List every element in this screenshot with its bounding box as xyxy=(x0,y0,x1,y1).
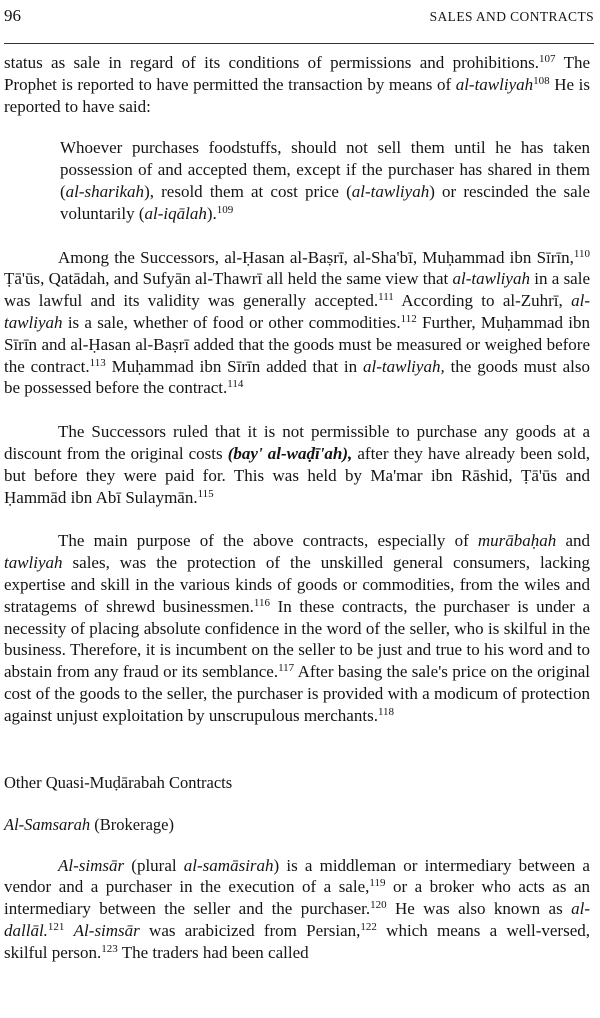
text: after they have already been sold, but before they were paid for. This was held by Ma'mar ibn Rāshid, Ṭā'ūs and Ḥammād ibn Abī Sulaymān. xyxy=(4,443,591,507)
text: and xyxy=(556,531,590,551)
footnote-ref: 121 xyxy=(47,920,65,933)
text: The Prophet is reported to have permitted the transaction by means of xyxy=(4,53,591,94)
italic-term: al-tawliyah xyxy=(351,181,430,201)
text: which means a well-versed, skilful person. xyxy=(4,920,590,962)
text: (Brokerage) xyxy=(90,814,175,834)
text: (plural xyxy=(124,855,184,875)
text: After basing the sale's price on the original cost of the goods to the seller, the purchaser is provided with a modicum of protection against unjust exploitation by unscrupulous merchants. xyxy=(4,662,591,725)
running-head: SALES AND CONTRACTS xyxy=(429,9,594,24)
italic-term: al-dallāl. xyxy=(4,899,590,940)
text: was arabicized from Persian, xyxy=(139,920,361,940)
page-body xyxy=(4,52,590,964)
italic-term: Al-simsār xyxy=(73,920,140,940)
italic-term: al-iqālah xyxy=(144,203,207,223)
italic-term: Al-simsār xyxy=(58,855,125,875)
text: ) or rescinded the sale voluntarily ( xyxy=(60,181,590,223)
paragraph-continuation xyxy=(4,52,590,117)
page-number: 96 xyxy=(4,6,21,25)
bold-italic-term: (bay' al-waḍī'ah), xyxy=(227,443,353,463)
footnote-ref: 116 xyxy=(253,596,271,609)
text: According to al-Zuhrī, xyxy=(393,291,572,311)
text: ). xyxy=(206,203,217,223)
footnote-ref: 108 xyxy=(533,74,550,87)
text: ), resold them at cost price ( xyxy=(144,181,352,201)
text: Further, Muḥammad ibn Sīrīn and al-Ḥasan al-Baṣrī added that the goods must be measured or weighed before the contract. xyxy=(4,312,590,376)
italic-term: al-tawliyah xyxy=(452,269,530,289)
footnote-ref: 109 xyxy=(216,203,234,216)
footnote-ref: 107 xyxy=(539,53,556,65)
footnote-ref: 118 xyxy=(377,705,395,718)
footnote-ref: 110 xyxy=(573,247,590,260)
text: He is reported to have said: xyxy=(4,74,590,116)
section-heading: Other Quasi-Muḍārabah Contracts xyxy=(4,772,233,792)
footnote-ref: 113 xyxy=(89,356,106,369)
footnote-ref: 120 xyxy=(370,899,387,912)
footnote-ref: 122 xyxy=(360,920,377,933)
footnote-ref: 115 xyxy=(197,487,214,500)
paragraph-discount xyxy=(4,421,590,508)
text: sales, was the protection of the unskilled general consumers, lacking expertise and skill in the various kinds of goods or commodities, from the wiles and stratagems of shrewd businessmen. xyxy=(4,553,590,616)
text: is a sale, whether of food or other commodities. xyxy=(62,312,401,332)
text: Whoever purchases foodstuffs, should not sell them until he has taken possession of and accepted them, except if the purchaser has shared in them ( xyxy=(60,138,590,201)
page-header xyxy=(4,3,594,44)
italic-term: Al-Samsarah xyxy=(4,814,91,834)
text: ) is a middleman or intermediary between a vendor and a purchaser in the execution of a sale, xyxy=(4,855,590,897)
italic-term: al-sharikah xyxy=(65,181,145,201)
text: Among the Successors, al-Ḥasan al-Baṣrī, al-Sha'bī, Muḥammad ibn Sīrīn, xyxy=(58,247,574,267)
italic-term: al-tawliyah xyxy=(4,291,590,332)
text xyxy=(64,921,73,940)
text: Ṭā'ūs, Qatādah, and Sufyān al-Thawrī all held the same view that xyxy=(4,269,453,289)
text: Muḥammad ibn Sīrīn added that in xyxy=(105,356,363,376)
italic-term: al-tawliyah, xyxy=(363,356,445,376)
footnote-ref: 119 xyxy=(369,877,386,890)
text: the goods must also be possessed before the contract. xyxy=(4,356,590,398)
italic-term: al-tawliyah xyxy=(455,74,534,94)
paragraph-purpose xyxy=(4,530,590,726)
paragraph-simsar xyxy=(4,855,590,964)
text: in a sale was lawful and its validity was generally accepted. xyxy=(4,269,590,311)
footnote-ref: 123 xyxy=(101,942,118,955)
block-quote xyxy=(60,137,590,224)
footnote-ref: 111 xyxy=(378,291,394,304)
text: The main purpose of the above contracts, especially of xyxy=(58,531,478,551)
text: The Successors ruled that it is not permissible to purchase any goods at a discount from the original costs xyxy=(4,422,590,463)
text: status as sale in regard of its conditions of permissions and prohibitions. xyxy=(4,53,540,72)
italic-term: al-samāsirah xyxy=(183,855,274,875)
footnote-ref: 114 xyxy=(227,378,244,391)
paragraph-successors xyxy=(4,247,590,400)
text: He was also known as xyxy=(386,899,572,919)
subsection-heading xyxy=(4,815,590,835)
text: or a broker who acts as an intermediary between the seller and the purchaser. xyxy=(4,877,590,919)
footnote-ref: 112 xyxy=(400,312,417,325)
text: In these contracts, the purchaser is under a necessity of placing absolute confidence in the word of the seller, who is skilful in the business. Therefore, it is incumbent on the seller to be just and true to his word and to abstain from any fraud or its semblance. xyxy=(4,596,591,682)
italic-term: murābaḥah xyxy=(477,531,557,551)
footnote-ref: 117 xyxy=(278,662,295,675)
text: The traders had been called xyxy=(117,942,309,962)
italic-term: tawliyah xyxy=(4,553,63,573)
